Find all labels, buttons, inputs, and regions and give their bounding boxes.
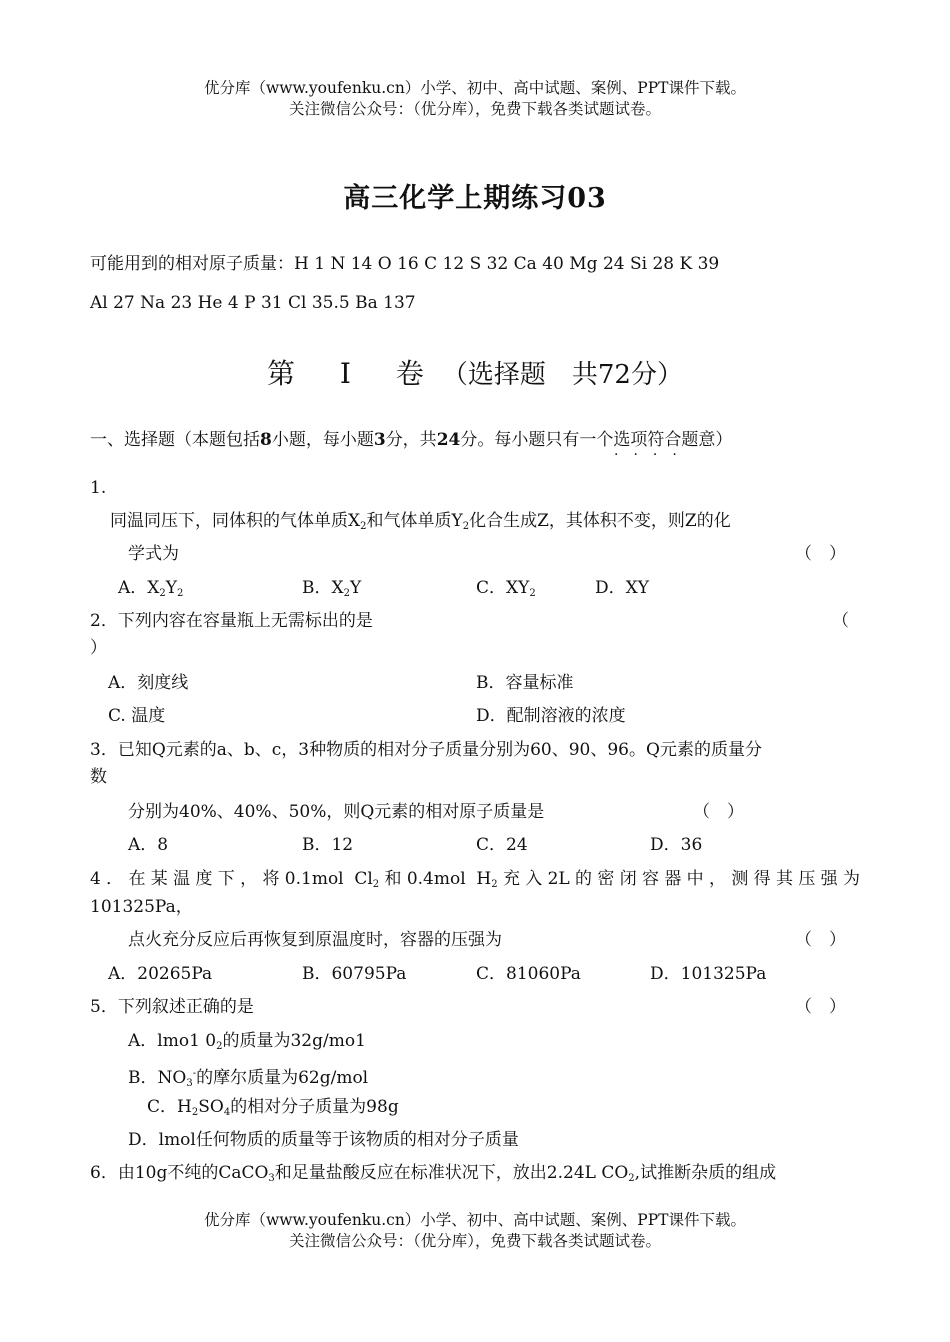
q5-option-c-mid: SO xyxy=(198,1097,224,1117)
q1-option-d: D．XY xyxy=(595,578,649,598)
q1-answer-paren: （ ） xyxy=(795,544,846,564)
page-title: 高三化学上期练习03 xyxy=(343,183,607,214)
q5-option-b-post: 的摩尔质量为62g/mol xyxy=(196,1068,369,1088)
q5-option-a-pre: A．lmo1 0 xyxy=(128,1031,217,1051)
q5-option-d: D．lmol任何物质的质量等于该物质的相对分子质量 xyxy=(128,1130,519,1150)
q2-option-d: D．配制溶液的浓度 xyxy=(476,706,626,726)
q5-option-c xyxy=(147,1095,399,1125)
instructions-count: 8 xyxy=(260,430,272,450)
q1-option-a-mid: Y xyxy=(165,578,177,598)
q3-option-b: B．12 xyxy=(302,835,354,855)
q4-option-b: B．60795Pa xyxy=(302,964,407,984)
q1-option-c xyxy=(476,576,536,606)
section-heading xyxy=(0,352,950,392)
q1-sub: 2 xyxy=(529,588,536,599)
q6-stem xyxy=(90,1161,776,1191)
q3-stem: 3．已知Q元素的a、b、c，3种物质的相对分子质量分别为60、90、96。Q元素的质量分 xyxy=(90,740,762,760)
q1-sub: 2 xyxy=(360,521,367,532)
q5-stem: 5．下列叙述正确的是 xyxy=(90,997,254,1017)
q4-sub: 2 xyxy=(491,879,498,890)
q1-sub: 2 xyxy=(462,521,470,532)
q3-option-d: D．36 xyxy=(650,835,703,855)
q1-sub: 2 xyxy=(177,588,184,599)
q6-stem-c: ,试推断杂质的组成 xyxy=(634,1163,777,1183)
section-heading-main: 第 Ⅰ 卷 xyxy=(267,357,442,390)
q1-number: 1. xyxy=(90,478,107,498)
q6-stem-b: 和足量盐酸反应在标准状况下，放出2.24L CO xyxy=(274,1163,629,1183)
q4-sub: 2 xyxy=(372,879,380,890)
footer-line-1: 优分库（www.youfenku.cn）小学、初中、高中试题、案例、PPT课件下载。 xyxy=(203,1211,747,1229)
q2-option-c: C. 温度 xyxy=(108,706,166,726)
instructions-mid2: 分，共 xyxy=(385,430,437,450)
q5-option-a xyxy=(128,1029,366,1059)
q1-sub: 2 xyxy=(343,588,350,599)
q4-option-d: D．101325Pa xyxy=(650,964,767,984)
instructions-prefix: 一、选择题（本题包括 xyxy=(90,430,260,450)
q5-sub: 4 xyxy=(223,1107,231,1118)
section-heading-sub: （选择题 共72分） xyxy=(441,360,683,390)
q5-sup: - xyxy=(192,1068,197,1079)
q5-option-a-post: 的质量为32g/mo1 xyxy=(222,1031,366,1051)
q2-option-a: A．刻度线 xyxy=(108,673,189,693)
q3-option-c: C．24 xyxy=(476,835,528,855)
q5-option-b xyxy=(128,1062,368,1096)
instructions-suffix: 分。每小题只有一个选项符合题意） xyxy=(460,430,733,450)
emphasis-dots: ···· xyxy=(614,447,692,463)
header-line-1: 优分库（www.youfenku.cn）小学、初中、高中试题、案例、PPT课件下载。 xyxy=(203,79,747,97)
q5-option-c-pre: C．H xyxy=(147,1097,192,1117)
q6-sub: 3 xyxy=(268,1173,275,1184)
q4-stem-wrap: 101325Pa， xyxy=(90,897,193,917)
instructions-mid1: 小题，每小题 xyxy=(271,430,374,450)
q4-option-c: C．81060Pa xyxy=(476,964,581,984)
q3-answer-paren: （ ） xyxy=(693,802,744,822)
q5-option-b-pre: B．NO xyxy=(128,1068,187,1088)
q5-sub: 2 xyxy=(191,1107,199,1118)
q1-option-b-rest: Y xyxy=(349,578,362,598)
q5-option-c-post: 的相对分子质量为98g xyxy=(230,1097,399,1117)
instructions-total: 24 xyxy=(436,430,461,450)
q2-paren-open: （ xyxy=(832,611,849,631)
q5-sub: 3 xyxy=(186,1078,193,1089)
footer-line-2: 关注微信公众号：（优分库），免费下载各类试题试卷。 xyxy=(288,1232,661,1250)
q1-stem-b: 和气体单质Y xyxy=(366,511,463,531)
q6-sub: 2 xyxy=(628,1173,635,1184)
q1-sub: 2 xyxy=(159,588,166,599)
q1-option-b-label: B．X xyxy=(302,578,344,598)
q5-sub: 2 xyxy=(216,1041,223,1052)
q1-option-b xyxy=(302,576,361,606)
header-line-2: 关注微信公众号：（优分库），免费下载各类试题试卷。 xyxy=(288,100,661,118)
q4-stem-b: 和0.4mol H xyxy=(379,869,492,889)
q4-stem xyxy=(90,867,860,897)
instructions-points: 3 xyxy=(373,430,386,450)
q1-option-a xyxy=(118,576,183,606)
q2-paren-close: ） xyxy=(90,638,107,658)
q4-option-a: A．20265Pa xyxy=(108,964,213,984)
q1-option-a-label: A．X xyxy=(118,578,160,598)
q1-stem xyxy=(110,509,731,539)
q3-stem-wrap: 数 xyxy=(90,767,107,787)
q1-stem-cont: 学式为 xyxy=(128,544,179,564)
atomic-masses-line-2: Al 27 Na 23 He 4 P 31 Cl 35.5 Ba 137 xyxy=(90,293,416,313)
q1-option-c-label: C．XY xyxy=(476,578,530,598)
q1-stem-a: 同温同压下，同体积的气体单质X xyxy=(110,511,361,531)
q2-option-b: B．容量标准 xyxy=(476,673,574,693)
q1-stem-c: 化合生成Z，其体积不变，则Z的化 xyxy=(469,511,731,531)
q2-stem: 2．下列内容在容量瓶上无需标出的是 xyxy=(90,611,373,631)
q4-answer-paren: （ ） xyxy=(795,930,846,950)
q6-stem-a: 6．由10g不纯的CaCO xyxy=(90,1163,269,1183)
q3-option-a: A．8 xyxy=(128,835,169,855)
q4-stem-a: 4．在某温度下，将0.1mol Cl xyxy=(90,869,373,889)
q4-stem-cont: 点火充分反应后再恢复到原温度时，容器的压强为 xyxy=(128,930,502,950)
q5-answer-paren: （ ） xyxy=(795,997,846,1017)
q4-stem-c: 充入2L的密闭容器中，测得其压强为 xyxy=(497,869,860,889)
q3-stem-cont: 分别为40%、40%、50%，则Q元素的相对原子质量是 xyxy=(128,802,545,822)
atomic-masses-line-1: 可能用到的相对原子质量：H 1 N 14 O 16 C 12 S 32 Ca 40 Mg 24 Si 28 K 39 xyxy=(90,254,720,274)
